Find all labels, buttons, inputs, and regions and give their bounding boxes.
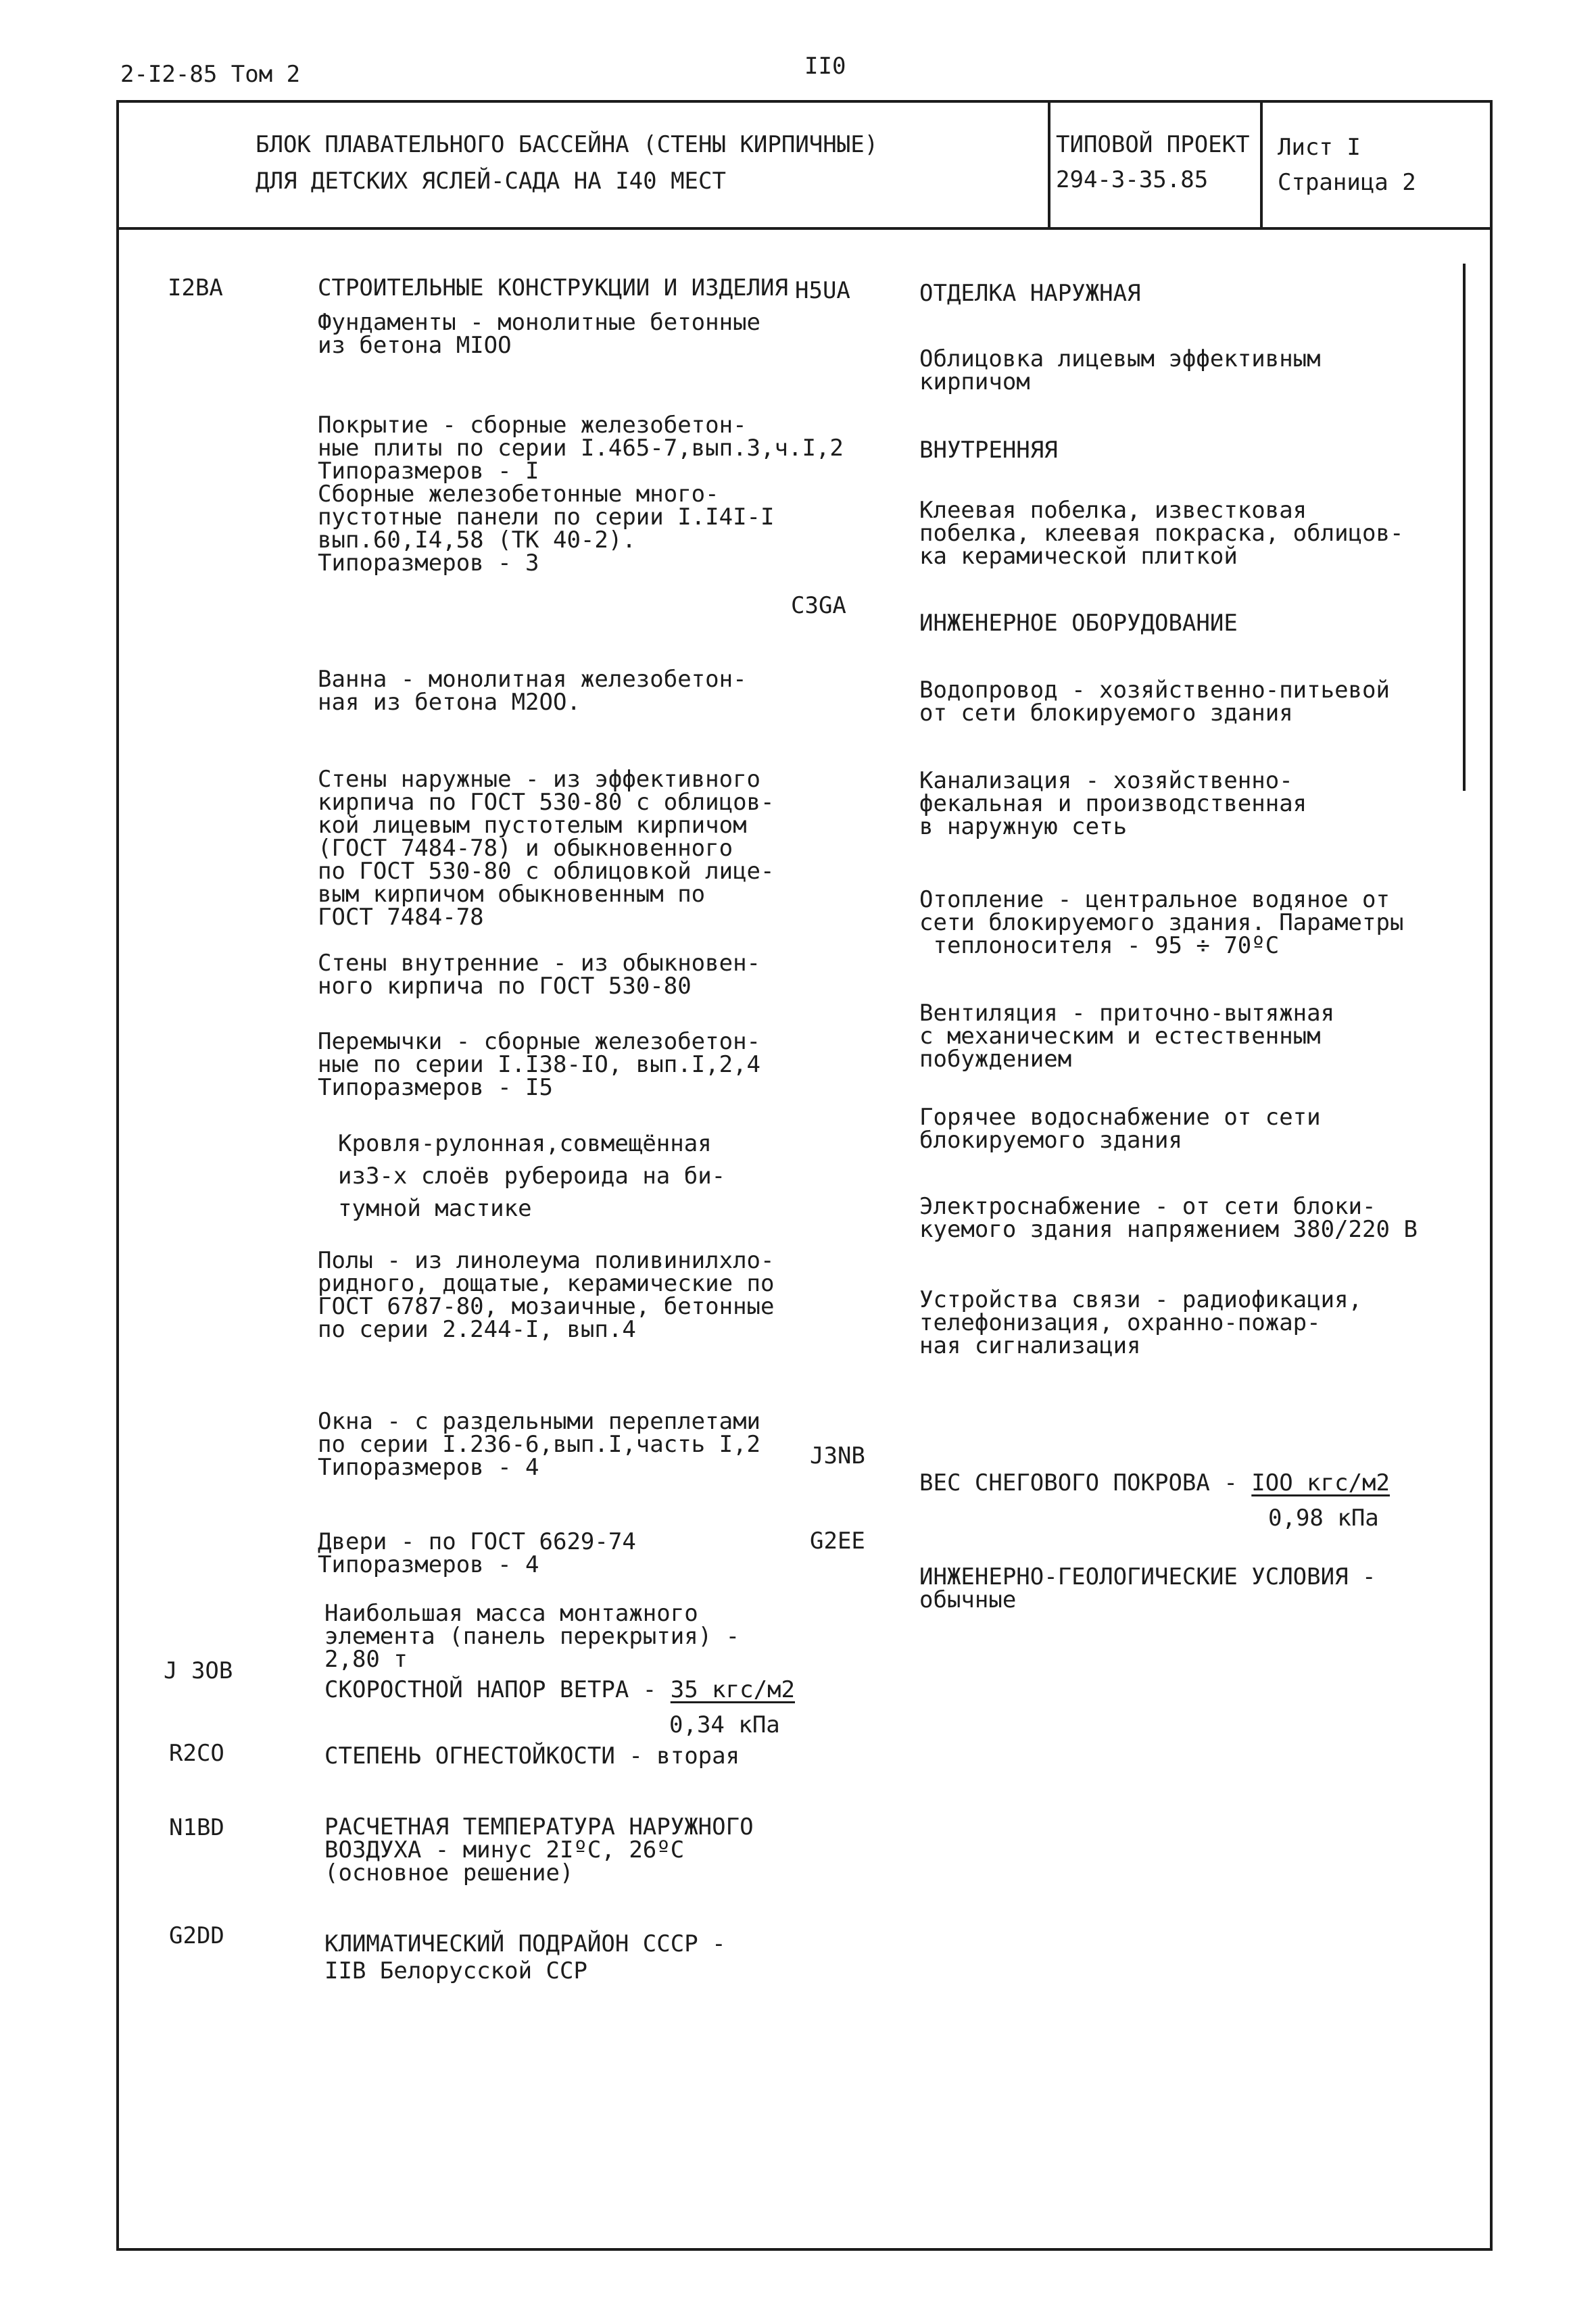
snow-label: ВЕС СНЕГОВОГО ПОКРОВА - — [919, 1469, 1252, 1496]
code-i2ba: I2BA — [168, 274, 223, 301]
roofing-panels-text: Покрытие - сборные железобетон- ные плиты по серии I.465-7,вып.3,ч.I,2 Типоразмеров - I Сборные железобетонные много- пустотные панели по серии I.I4I-I вып.60,I4,58 (ТК 40-2). Типоразмеров - 3 — [318, 412, 844, 577]
roof-text: Кровля-рулонная,совмещённая из3-х слоёв рубероида на би- тумной мастике — [338, 1130, 726, 1222]
code-r2co: R2CO — [169, 1740, 224, 1767]
page-number: II0 — [804, 53, 846, 80]
heating-text: Отопление - центральное водяное от сети блокируемого здания. Параметры теплоносителя - 95 ÷ 70ºC — [919, 886, 1404, 959]
sewer-text: Канализация - хозяйственно- фекальная и производственная в наружную сеть — [919, 767, 1307, 840]
inner-walls-text: Стены внутренние - из обыкновен- ного кирпича по ГОСТ 530-80 — [318, 950, 761, 1000]
code-j3nb: J3NB — [810, 1442, 865, 1469]
structures-heading: СТРОИТЕЛЬНЫЕ КОНСТРУКЦИИ И ИЗДЕЛИЯ — [318, 274, 788, 301]
project-label: ТИПОВОЙ ПРОЕКТ — [1056, 131, 1250, 158]
title-line-1: БЛОК ПЛАВАТЕЛЬНОГО БАССЕЙНА (СТЕНЫ КИРПИЧНЫЕ) — [256, 131, 879, 158]
header-divider-2 — [1260, 100, 1263, 230]
climate-subregion: КЛИМАТИЧЕСКИЙ ПОДРАЙОН СССР - IIВ Белорусской ССР — [324, 1930, 726, 1984]
snow-value: IOO кгс/м2 — [1251, 1469, 1390, 1496]
floors-text: Полы - из линолеума поливинилхло- ридного, дощатые, керамические по ГОСТ 6787-80, мозаичные, бетонные по серии 2.244-I, вып.4 — [318, 1247, 775, 1343]
right-margin-line — [1463, 264, 1466, 791]
finish-outer-heading: ОТДЕЛКА НАРУЖНАЯ — [919, 280, 1141, 307]
engineering-heading: ИНЖЕНЕРНОЕ ОБОРУДОВАНИЕ — [919, 610, 1238, 637]
fire-rating: СТЕПЕНЬ ОГНЕСТОЙКОСТИ - вторая — [324, 1743, 740, 1770]
page-label: Страница 2 — [1278, 169, 1416, 196]
wind-pressure — [324, 1678, 795, 1702]
project-number: 294-3-35.85 — [1056, 166, 1209, 193]
communications-text: Устройства связи - радиофикация, телефонизация, охранно-пожар- ная сигнализация — [919, 1286, 1363, 1359]
foundations-text: Фундаменты - монолитные бетонные из бетона MIOO — [318, 309, 761, 359]
outer-walls-text: Стены наружные - из эффективного кирпича по ГОСТ 530-80 с облицов- кой лицевым пустотелым кирпичом (ГОСТ 7484-78) и обыкновенного по ГОСТ 530-80 с облицовкой лице- вым кирпичом обыкновенным по ГОСТ 7484-78 — [318, 766, 775, 931]
windows-text: Окна - с раздельными переплетами по серии I.236-6,вып.I,часть I,2 Типоразмеров - 4 — [318, 1408, 761, 1481]
code-h5ua: H5UA — [795, 277, 850, 304]
geo-conditions: ИНЖЕНЕРНО-ГЕОЛОГИЧЕСКИЕ УСЛОВИЯ - обычные — [919, 1563, 1376, 1613]
water-supply-text: Водопровод - хозяйственно-питьевой от сети блокируемого здания — [919, 677, 1390, 727]
snow-load — [919, 1471, 1390, 1495]
ventilation-text: Вентиляция - приточно-вытяжная с механическим и естественным побуждением — [919, 1000, 1335, 1073]
wind-value: 35 кгс/м2 — [670, 1676, 795, 1703]
doc-code: 2-I2-85 Том 2 — [120, 61, 301, 88]
snow-kpa: 0,98 кПа — [1268, 1505, 1379, 1532]
header-divider-1 — [1048, 100, 1050, 230]
bath-text: Ванна - монолитная железобетон- ная из бетона M2OO. — [318, 666, 747, 716]
code-g2dd: G2DD — [169, 1922, 224, 1949]
lintels-text: Перемычки - сборные железобетон- ные по серии I.I38-IO, вып.I,2,4 Типоразмеров - I5 — [318, 1028, 761, 1101]
finish-inner-text: Клеевая побелка, известковая побелка, клеевая покраска, облицов- ка керамической плиткой — [919, 497, 1404, 570]
title-line-2: ДЛЯ ДЕТСКИХ ЯСЛЕЙ-САДА НА I40 МЕСТ — [256, 168, 726, 195]
hot-water-text: Горячее водоснабжение от сети блокируемого здания — [919, 1104, 1321, 1154]
outdoor-temperature: РАСЧЕТНАЯ ТЕМПЕРАТУРА НАРУЖНОГО ВОЗДУХА - минус 2IºC, 26ºC (основное решение) — [324, 1813, 754, 1886]
code-j3ob: J 3OB — [164, 1657, 233, 1684]
code-n1bd: N1BD — [169, 1814, 224, 1841]
finish-inner-heading: ВНУТРЕННЯЯ — [919, 437, 1058, 464]
doors-text: Двери - по ГОСТ 6629-74 Типоразмеров - 4 — [318, 1528, 636, 1578]
wind-label: СКОРОСТНОЙ НАПОР ВЕТРА - — [324, 1676, 671, 1703]
header-bottom-line — [116, 227, 1493, 230]
max-mass-text: Наибольшая масса монтажного элемента (панель перекрытия) - 2,80 т — [324, 1600, 740, 1673]
power-supply-text: Электроснабжение - от сети блоки- куемого здания напряжением 380/220 В — [919, 1193, 1418, 1243]
wind-kpa: 0,34 кПа — [669, 1711, 780, 1738]
finish-outer-text: Облицовка лицевым эффективным кирпичом — [919, 345, 1321, 395]
code-g2ee: G2EE — [810, 1528, 865, 1555]
code-c3ga: C3GA — [791, 592, 846, 619]
sheet-number: Лист I — [1278, 134, 1361, 161]
